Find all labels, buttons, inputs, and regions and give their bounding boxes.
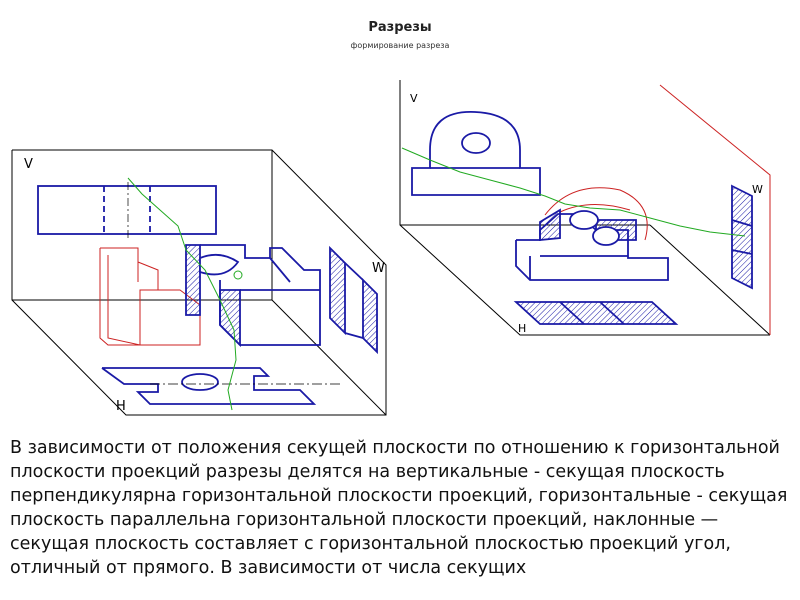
slide-body-text: В зависимости от положения секущей плоскости по отношению к горизонтальной плоскости проекций разрезы делятся на вертикальные - секущая плоскость перпендикулярна горизонтальной плоскости проекций, горизонтальные - секущая плоскость параллельна горизонтальной плоскости проекций, наклонные — секущая плоскость составляет с горизонтальной плоскостью проекций угол, отличный от прямого. В зависимости от числа секущих (10, 438, 788, 578)
left-horizontal-view (102, 368, 340, 404)
left-frontal-view (38, 182, 216, 238)
left-label-w: W (372, 261, 385, 276)
left-label-v: V (24, 157, 33, 172)
left-label-h: H (116, 399, 126, 414)
left-plane-marker (234, 271, 242, 279)
left-removed-part (100, 248, 200, 345)
slide-title: Разрезы (368, 20, 432, 35)
right-label-h: H (518, 322, 527, 335)
left-figure (12, 150, 386, 415)
right-projection-box-red (660, 85, 770, 335)
right-horizontal-view (516, 302, 676, 324)
right-frontal-view (412, 112, 540, 195)
left-profile-view (330, 248, 377, 352)
right-label-v: V (410, 92, 418, 105)
right-profile-view (732, 186, 752, 288)
left-sectioned-part (186, 245, 320, 345)
slide-subtitle: формирование разреза (350, 41, 450, 50)
right-label-w: W (752, 183, 763, 196)
right-sectioned-part (516, 210, 668, 280)
right-figure (400, 80, 770, 335)
section-illustration (0, 75, 800, 440)
